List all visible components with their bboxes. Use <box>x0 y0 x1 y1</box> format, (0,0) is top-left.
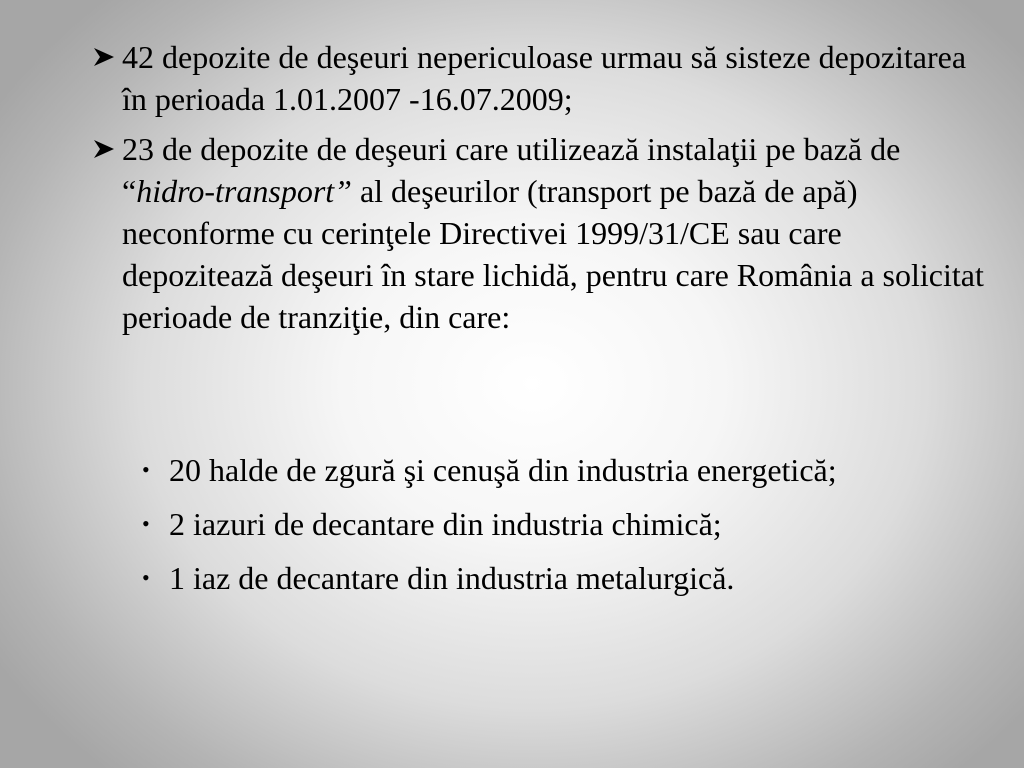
sub-bullet-list <box>140 449 960 611</box>
sub-bullet-text: 1 iaz de decantare din industria metalurgică. <box>169 560 735 596</box>
main-bullet-text-end: al deşeurilor (transport pe bază de apă) neconforme cu cerinţele Directivei 1999/31/CE sau care depozitează deşeuri în stare lichidă, pentru care România a solicitat perioade de tranziţie, din care: <box>122 173 984 335</box>
main-bullet-list <box>91 36 991 346</box>
main-bullet-text-italic: hidro-transport” <box>136 173 352 209</box>
dot-bullet-icon: • <box>142 511 150 536</box>
sub-bullet-text: 2 iazuri de decantare din industria chimică; <box>169 506 722 542</box>
main-bullet-item <box>91 128 991 338</box>
sub-bullet-item <box>140 449 960 491</box>
sub-bullet-item <box>140 503 960 545</box>
sub-bullet-text: 20 halde de zgură şi cenuşă din industria energetică; <box>169 452 837 488</box>
dot-bullet-icon: • <box>142 457 150 482</box>
arrowhead-bullet-icon <box>93 139 115 159</box>
main-bullet-text: 42 depozite de deşeuri nepericuloase urmau să sisteze depozitarea în perioada 1.01.2007 -16.07.2009; <box>122 39 967 117</box>
main-bullet-item <box>91 36 991 120</box>
dot-bullet-icon: • <box>142 565 150 590</box>
sub-bullet-item <box>140 557 960 599</box>
arrowhead-bullet-icon <box>93 47 115 67</box>
main-bullet-text-start: 23 de depozite de deşeuri care utilizează instalaţii pe bază de “ <box>122 131 901 209</box>
